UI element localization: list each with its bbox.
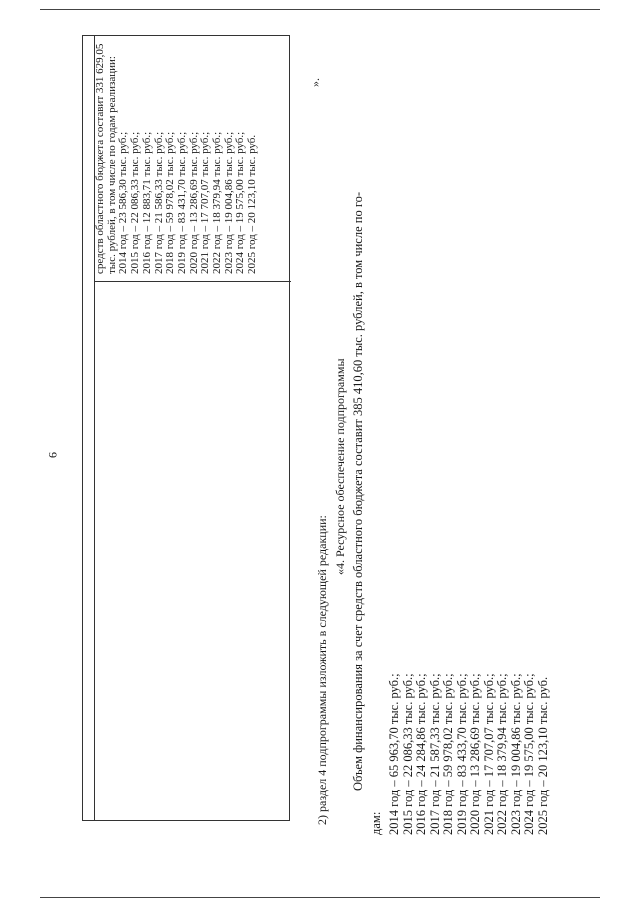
list-item: 2020 год – 13 286,69 тыс. руб.; [468,673,482,835]
body-financing-list [388,673,550,835]
list-item: 2015 год – 22 086,33 тыс. руб.; [400,673,415,835]
table-row: 2024 год – 19 575,00 тыс. руб.; [234,131,247,274]
amendment-item-2: 2) раздел 4 подпрограммы изложить в следующей редакции: [315,515,329,825]
list-item: 2024 год – 19 575,00 тыс. руб.; [522,673,536,835]
table-cell-financing [95,38,259,274]
body-intro-line1: Объем финансирования за счет средств областного бюджета составит 385 410,60 тыс. рублей, в том числе по го- [351,191,365,791]
list-item: 2017 год – 21 587,33 тыс. руб.; [427,673,442,835]
financing-table [82,35,290,821]
list-item: 2022 год – 18 379,94 тыс. руб.; [495,673,509,835]
table-row: 2020 год – 13 286,69 тыс. руб.; [187,131,200,274]
close-quote: ». [308,78,322,87]
list-item: 2025 год – 20 123,10 тыс. руб. [535,676,550,835]
table-intro-line1: средств областного бюджета составит 331 629,05 тыс. рублей, в том числе по годам реализации: [94,43,118,274]
body-intro-line2: дам: [369,811,383,835]
list-item: 2021 год – 17 707,07 тыс. руб.; [481,673,496,835]
list-item: 2019 год – 83 433,70 тыс. руб.; [454,673,469,835]
table-row: 2015 год – 22 086,33 тыс. руб.; [129,131,142,274]
list-item: 2016 год – 24 284,86 тыс. руб.; [414,673,428,835]
list-item: 2023 год – 19 004,86 тыс. руб.; [508,673,523,835]
table-row: 2014 год – 23 586,30 тыс. руб.; [117,131,130,274]
table-row: 2023 год – 19 004,86 тыс. руб.; [222,131,235,274]
table-row: 2016 год – 12 883,71 тыс. руб.; [140,131,153,274]
page-number: 9 [46,452,60,458]
list-item: 2018 год – 59 978,02 тыс. руб.; [441,673,455,835]
section-heading: «4. Ресурсное обеспечение подпрограммы [333,358,347,575]
table-row: 2019 год – 83 431,70 тыс. руб.; [175,131,188,274]
table-row: 2017 год – 21 586,33 тыс. руб.; [152,131,165,274]
table-row: 2022 год – 18 379,94 тыс. руб.; [211,131,224,274]
list-item: 2014 год – 65 963,70 тыс. руб.; [387,673,401,835]
table-row: 2021 год – 17 707,07 тыс. руб.; [199,131,212,274]
table-row: 2025 год – 20 123,10 тыс. руб. [246,134,259,274]
table-column-divider [94,281,291,282]
table-row: 2018 год – 59 978,02 тыс. руб.; [164,131,177,274]
